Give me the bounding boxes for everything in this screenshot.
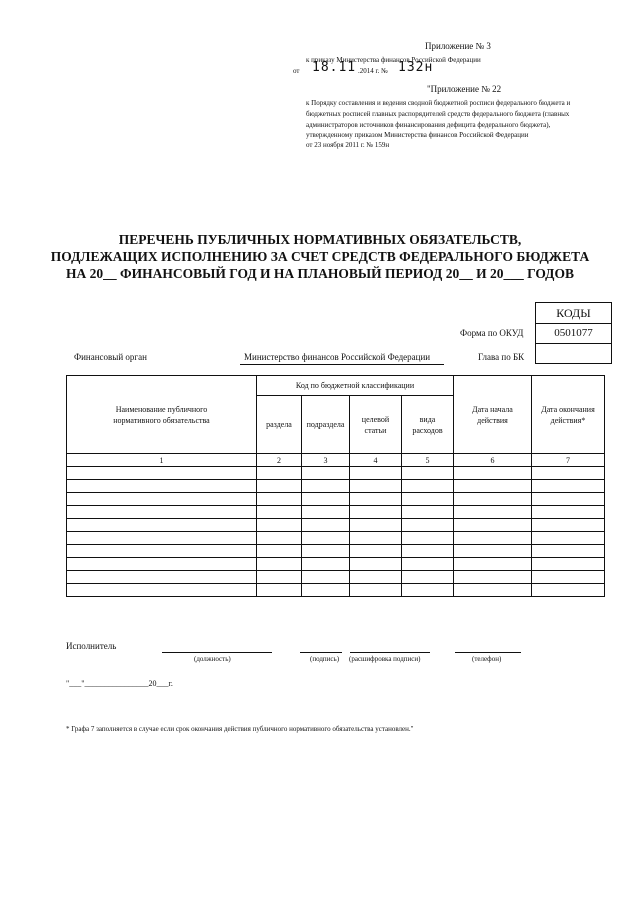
table-row [67, 532, 605, 545]
procedure-line-2: бюджетных росписей главных распорядителей средств федерального бюджета (главных [306, 110, 570, 118]
col-number: 6 [454, 454, 532, 467]
finance-organ-value: Министерство финансов Российской Федерации [244, 352, 431, 362]
document-title-line-2: ПОДЛЕЖАЩИХ ИСПОЛНЕНИЮ ЗА СЧЕТ СРЕДСТВ ФЕДЕРАЛЬНОГО БЮДЖЕТА [50, 249, 590, 264]
handwritten-date: 18.11 [312, 60, 357, 75]
executor-label: Исполнитель [66, 641, 117, 651]
order-reference: к приказу Министерства финансов Российской Федерации [306, 56, 481, 64]
handwritten-number: 132н [398, 60, 434, 75]
date-line: "___"________________20___г. [66, 679, 173, 688]
decoding-caption: (расшифровка подписи) [349, 655, 421, 663]
document-title-line-3: НА 20__ ФИНАНСОВЫЙ ГОД И НА ПЛАНОВЫЙ ПЕРИОД 20__ И 20___ ГОДОВ [66, 266, 574, 281]
signature-caption: (подпись) [310, 655, 340, 663]
okud-code: 0501077 [536, 324, 611, 344]
table-row [67, 545, 605, 558]
procedure-line-3: администраторов источников финансирования дефицита федерального бюджета), [306, 121, 551, 129]
position-caption: (должность) [194, 655, 231, 663]
appendix-22-label: "Приложение № 22 [427, 84, 502, 94]
procedure-line-1: к Порядку составления и ведения сводной бюджетной росписи федерального бюджета и [306, 99, 571, 107]
col-number: 1 [67, 454, 257, 467]
finance-organ-label: Финансовый орган [74, 352, 147, 362]
procedure-line-4: утвержденному приказом Министерства финансов Российской Федерации [306, 131, 529, 139]
obligations-table [66, 375, 605, 597]
table-row [67, 558, 605, 571]
codes-box [535, 302, 612, 364]
document-title-line-1: ПЕРЕЧЕНЬ ПУБЛИЧНЫХ НОРМАТИВНЫХ ОБЯЗАТЕЛЬСТВ, [118, 232, 522, 247]
appendix-3-label: Приложение № 3 [425, 41, 491, 51]
table-row [67, 506, 605, 519]
header-kbk: Код по бюджетной классификации [257, 376, 454, 396]
table-row [67, 480, 605, 493]
glava-code [536, 344, 611, 363]
year-label: .2014 г. № [358, 67, 388, 75]
header-end-date: Дата окончания действия* [532, 376, 605, 454]
col-number: 5 [402, 454, 454, 467]
col-number: 7 [532, 454, 605, 467]
position-line [162, 652, 272, 653]
from-label: от [293, 67, 300, 75]
table-row [67, 519, 605, 532]
col-number: 2 [257, 454, 302, 467]
okud-label: Форма по ОКУД [460, 328, 524, 338]
footnote: * Графа 7 заполняется в случае если срок окончания действия публичного нормативного обязательства установлен." [66, 725, 414, 733]
table-row [67, 571, 605, 584]
procedure-line-5: от 23 ноября 2011 г. № 159н [306, 141, 390, 149]
phone-caption: (телефон) [472, 655, 502, 663]
glava-label: Глава по БК [478, 352, 525, 362]
decoding-line [350, 652, 430, 653]
header-start-date: Дата начала действия [454, 376, 532, 454]
subheader-section: раздела [257, 396, 302, 454]
finance-organ-underline [240, 364, 444, 365]
col-number: 3 [302, 454, 350, 467]
table-row [67, 493, 605, 506]
subheader-subsection: подраздела [302, 396, 350, 454]
header-name: Наименование публичного нормативного обязательства [67, 376, 257, 454]
subheader-target: целевой статьи [350, 396, 402, 454]
subheader-expense-type: вида расходов [402, 396, 454, 454]
codes-header: КОДЫ [536, 303, 611, 324]
phone-line [455, 652, 521, 653]
signature-line [300, 652, 342, 653]
table-row [67, 584, 605, 597]
table-row [67, 467, 605, 480]
col-number: 4 [350, 454, 402, 467]
